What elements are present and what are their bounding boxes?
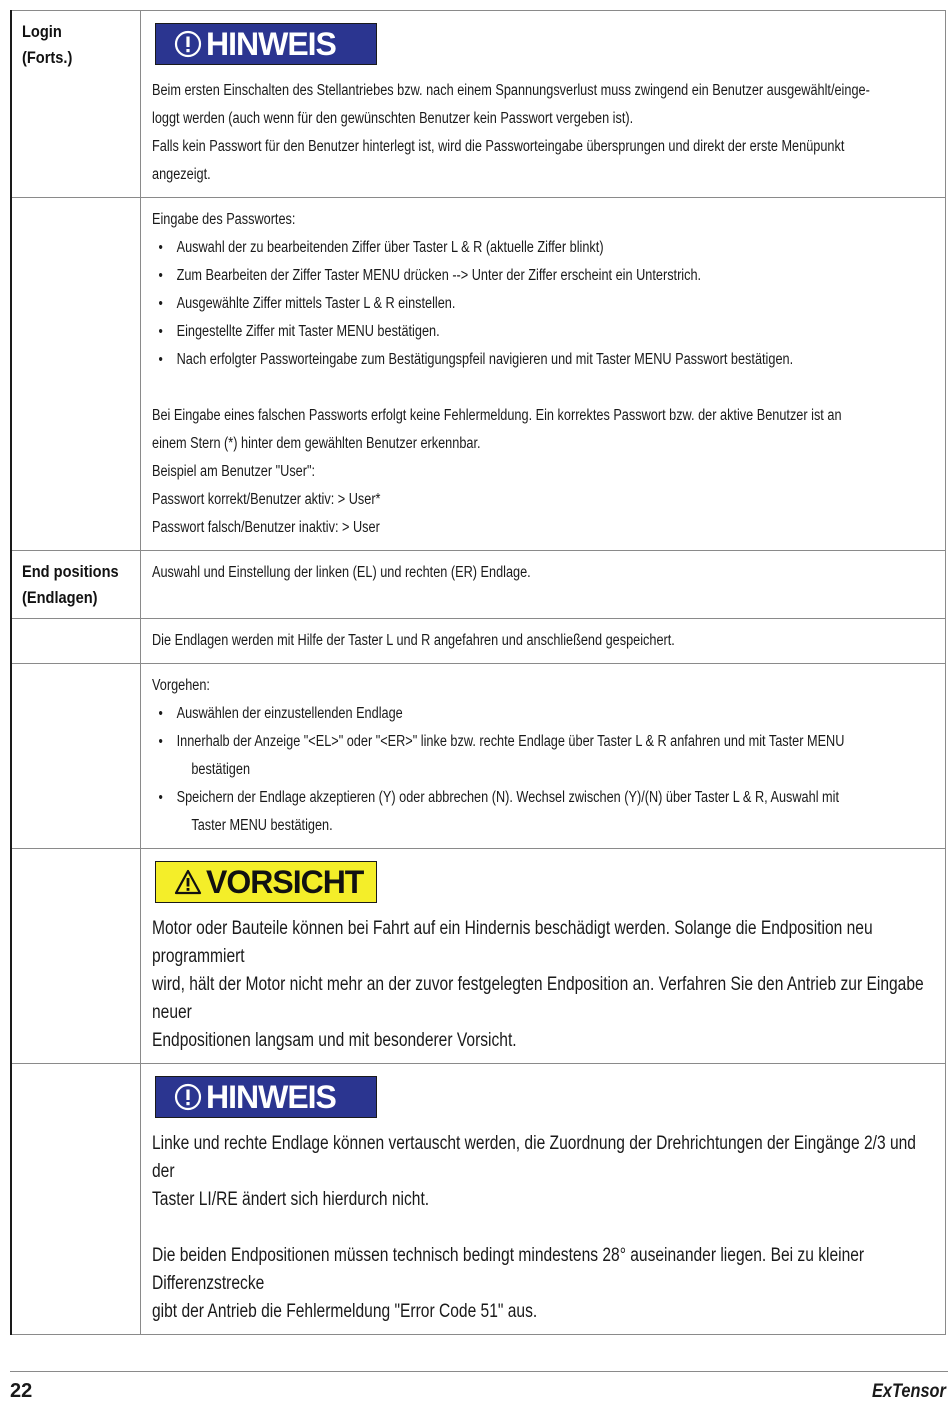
paragraph-line: loggt werden (auch wenn für den gewünschten Benutzer kein Passwort vergeben ist). <box>152 110 634 127</box>
paragraph-line: Falls kein Passwort für den Benutzer hinterlegt ist, wird die Passworteingabe übersprungen und direkt der erste Menüpunkt <box>152 138 845 155</box>
bullet-list <box>152 234 935 374</box>
content-cell <box>141 664 946 849</box>
list-item-text: Ausgewählte Ziffer mittels Taster L & R einstellen. <box>176 295 456 312</box>
paragraph-line: Passwort korrekt/Benutzer aktiv: > User* <box>152 491 381 508</box>
list-item-text: Speichern der Endlage akzeptieren (Y) oder abbrechen (N). Wechsel zwischen (Y)/(N) über Taster L & R, Auswahl mit <box>176 789 840 806</box>
table-row <box>11 551 946 619</box>
table-row <box>11 619 946 664</box>
list-item-text: Nach erfolgter Passworteingabe zum Bestätigungspfeil navigieren und mit Taster MENU Passwort bestätigen. <box>176 351 794 368</box>
list-item <box>152 234 935 262</box>
list-item-continuation: Taster MENU bestätigen. <box>191 817 333 834</box>
notice-label: VORSICHT <box>206 864 364 900</box>
section-label-line: End positions <box>22 562 119 581</box>
section-label-cell <box>11 11 141 198</box>
section-label-cell <box>11 1064 141 1335</box>
section-label-line: (Forts.) <box>22 48 73 67</box>
section-label-line: Login <box>22 22 62 41</box>
section-label-cell <box>11 198 141 551</box>
paragraph-line: Motor oder Bauteile können bei Fahrt auf ein Hindernis beschädigt werden. Solange die Endposition neu programmiert <box>152 918 873 967</box>
table-row <box>11 198 946 551</box>
paragraph-line: Linke und rechte Endlage können vertauscht werden, die Zuordnung der Drehrichtungen der Eingänge 2/3 und der <box>152 1133 916 1182</box>
paragraph-line: Taster LI/RE ändert sich hierdurch nicht. <box>152 1189 430 1210</box>
procedure-block <box>152 672 935 840</box>
list-item-continuation: bestätigen <box>191 761 251 778</box>
section-label-cell <box>11 849 141 1064</box>
bullet-icon: • <box>158 239 163 256</box>
section-label-cell <box>11 551 141 619</box>
paragraph-line: Bei Eingabe eines falschen Passworts erfolgt keine Fehlermeldung. Ein korrektes Passwort bzw. der aktive Benutzer ist an <box>152 407 842 424</box>
bullet-list <box>152 700 935 840</box>
notice-text <box>152 77 935 189</box>
hinweis-notice-box <box>155 23 377 65</box>
section-label-end-positions <box>22 559 123 611</box>
section-label-cell <box>11 619 141 664</box>
paragraph-line: angezeigt. <box>152 166 211 183</box>
notice-label: HINWEIS <box>206 26 336 62</box>
list-item-text: Zum Bearbeiten der Ziffer Taster MENU drücken --> Unter der Ziffer erscheint ein Unterstrich. <box>176 267 702 284</box>
section-label-line: (Endlagen) <box>22 588 98 607</box>
spacer <box>152 1214 935 1242</box>
paragraph-line: Auswahl und Einstellung der linken (EL) und rechten (ER) Endlage. <box>152 564 531 581</box>
table-row <box>11 1064 946 1335</box>
bullet-icon: • <box>158 351 163 368</box>
list-item-text: Innerhalb der Anzeige "<EL>" oder "<ER>" linke bzw. rechte Endlage über Taster L & R anfahren und mit Taster MENU <box>176 733 845 750</box>
list-item <box>152 290 935 318</box>
manual-table <box>10 10 946 1335</box>
intro-text: Vorgehen: <box>152 677 210 694</box>
content-cell <box>141 551 946 619</box>
list-item <box>152 262 935 290</box>
section-label-cell <box>11 664 141 849</box>
content-cell <box>141 198 946 551</box>
footer-divider <box>10 1371 948 1372</box>
hinweis-notice-box <box>155 1076 377 1118</box>
list-item-text: Eingestellte Ziffer mit Taster MENU bestätigen. <box>176 323 440 340</box>
content-cell <box>141 1064 946 1335</box>
page-number: 22 <box>10 1380 33 1402</box>
notice-text <box>152 1130 935 1326</box>
list-item <box>152 318 935 346</box>
list-item <box>152 700 935 728</box>
notice-text <box>152 915 935 1055</box>
exclamation-circle-icon <box>174 1083 202 1111</box>
spacer <box>152 374 935 402</box>
paragraph-line: einem Stern (*) hinter dem gewählten Benutzer erkennbar. <box>152 435 481 452</box>
section-label-login <box>22 19 123 71</box>
paragraph-line: Beim ersten Einschalten des Stellantriebes bzw. nach einem Spannungsverlust muss zwingend ein Benutzer ausgewählt/einge- <box>152 82 870 99</box>
password-instructions <box>152 206 935 542</box>
brand-name: ExTensor <box>872 1381 946 1402</box>
list-item <box>152 784 935 840</box>
table-row <box>11 664 946 849</box>
paragraph-line: Die beiden Endpositionen müssen technisch bedingt mindestens 28° auseinander liegen. Bei zu kleiner Differenzstrecke <box>152 1245 865 1294</box>
bullet-icon: • <box>158 295 163 312</box>
notice-label: HINWEIS <box>206 1079 336 1115</box>
paragraph-line: Passwort falsch/Benutzer inaktiv: > User <box>152 519 380 536</box>
content-cell <box>141 11 946 198</box>
list-item-text: Auswahl der zu bearbeitenden Ziffer über Taster L & R (aktuelle Ziffer blinkt) <box>176 239 604 256</box>
bullet-icon: • <box>158 789 163 806</box>
paragraph-line: Die Endlagen werden mit Hilfe der Taster L und R angefahren und anschließend gespeichert. <box>152 632 675 649</box>
list-item <box>152 728 935 784</box>
content-cell <box>141 849 946 1064</box>
bullet-icon: • <box>158 733 163 750</box>
bullet-icon: • <box>158 323 163 340</box>
warning-triangle-icon <box>174 868 202 896</box>
paragraph-line: Endpositionen langsam und mit besonderer Vorsicht. <box>152 1030 517 1051</box>
text-block <box>152 627 935 655</box>
list-item <box>152 346 935 374</box>
paragraph-line: wird, hält der Motor nicht mehr an der zuvor festgelegten Endposition an. Verfahren Sie den Antrieb zur Eingabe neuer <box>152 974 924 1023</box>
paragraph-line: Beispiel am Benutzer "User": <box>152 463 316 480</box>
vorsicht-notice-box <box>155 861 377 903</box>
content-cell <box>141 619 946 664</box>
table-row <box>11 849 946 1064</box>
text-block <box>152 559 935 587</box>
bullet-icon: • <box>158 705 163 722</box>
exclamation-circle-icon <box>174 30 202 58</box>
intro-text: Eingabe des Passwortes: <box>152 211 296 228</box>
table-row <box>11 11 946 198</box>
paragraph-line: gibt der Antrieb die Fehlermeldung "Error Code 51" aus. <box>152 1301 538 1322</box>
bullet-icon: • <box>158 267 163 284</box>
list-item-text: Auswählen der einzustellenden Endlage <box>176 705 403 722</box>
